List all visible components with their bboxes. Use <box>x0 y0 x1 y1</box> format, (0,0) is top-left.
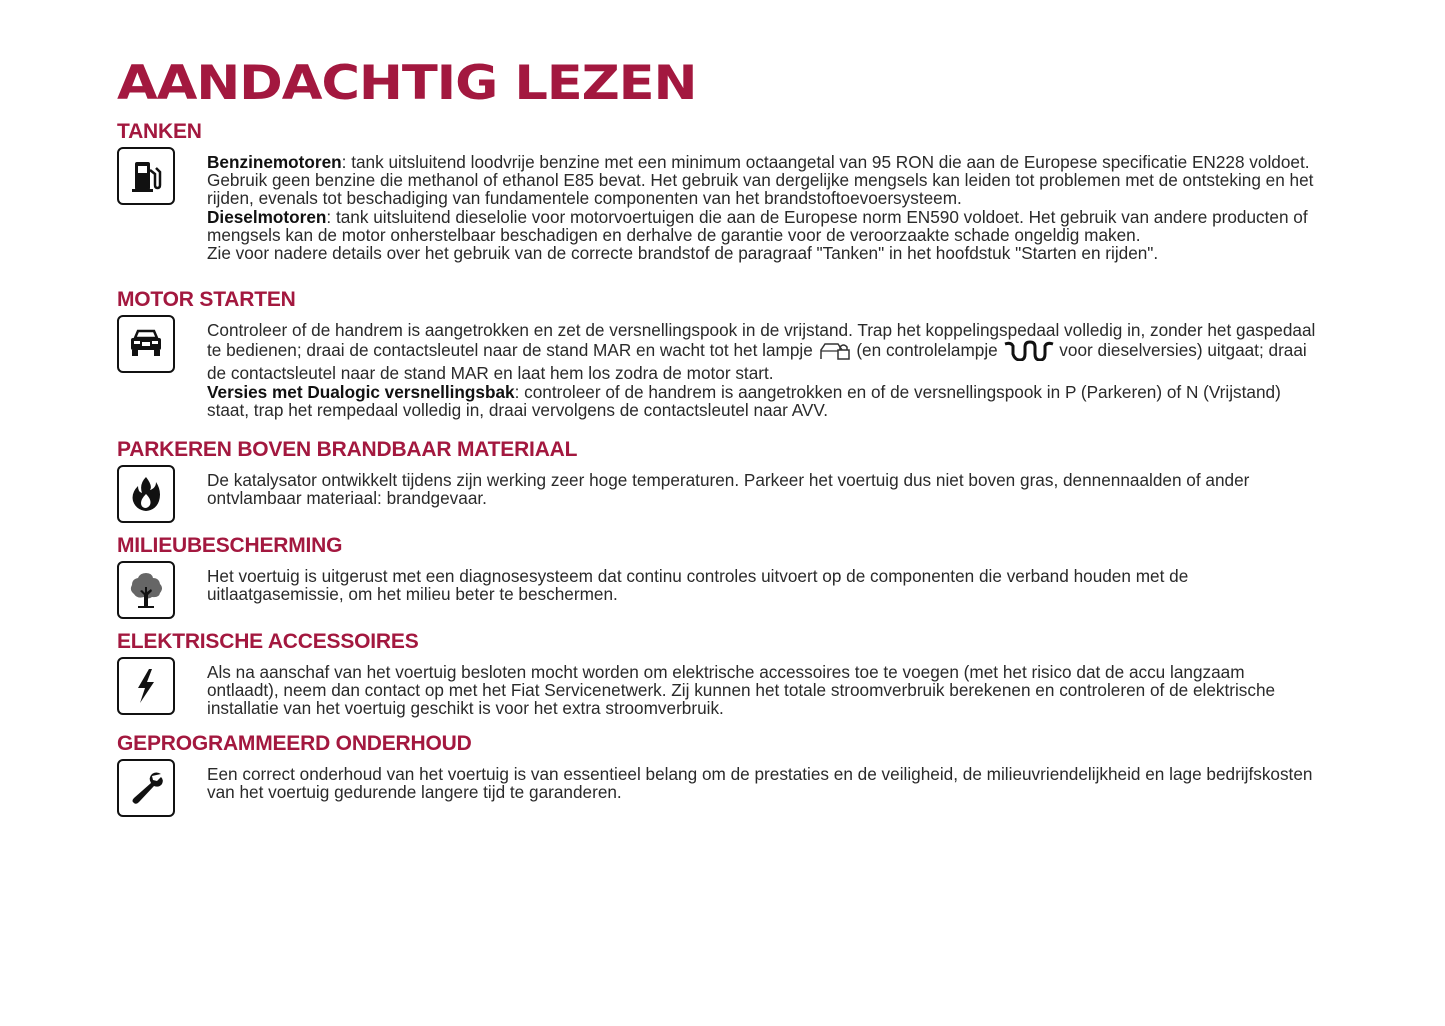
section-elektrische-accessoires <box>117 630 1317 718</box>
lightning-icon <box>117 657 175 715</box>
motor-start-text-b: (en controlelampje <box>856 340 998 361</box>
fuel-reference-text: Zie voor nadere details over het gebruik van de correcte brandstof de paragraaf "Tanken" in het hoofdstuk "Starten en rijden". <box>207 243 1159 264</box>
glow-plug-icon <box>1003 339 1055 364</box>
car-front-icon <box>117 315 175 373</box>
section-heading: GEPROGRAMMEERD ONDERHOUD <box>117 732 472 755</box>
diesel-text: : tank uitsluitend dieselolie voor motorvoertuigen die aan de Europese norm EN590 voldoet. Het gebruik van andere producten of mengsels kan de motor onherstelbaar beschadigen en derhalve de garantie voor de veroorzaakte schade ongeldig maken. <box>207 206 1308 245</box>
dualogic-label: Versies met Dualogic versnellingsbak <box>207 381 515 402</box>
wrench-icon <box>117 759 175 817</box>
section-heading: ELEKTRISCHE ACCESSOIRES <box>117 630 419 653</box>
elektrisch-text: Als na aanschaf van het voertuig besloten mocht worden om elektrische accessoires toe te voegen (met het risico dat de accu langzaam ontlaadt), neem dan contact op met het Fiat Servicenetwerk. Zij kunnen het totale stroomverbruik berekenen en controleren of de elektrische installatie van het voertuig geschikt is voor het extra stroomverbruik. <box>207 662 1276 719</box>
immobilizer-warning-icon <box>818 339 852 364</box>
section-heading: MOTOR STARTEN <box>117 288 296 311</box>
dualogic-text: : controleer of de handrem is aangetrokken en of de versnellingspook in P (Parkeren) of N (Vrijstand) staat, trap het rempedaal volledig in, draai vervolgens de contactsleutel naar AVV. <box>207 381 1281 420</box>
section-heading: TANKEN <box>117 120 202 143</box>
fuel-pump-icon <box>117 147 175 205</box>
benzine-label: Benzinemotoren <box>207 152 342 172</box>
section-tanken <box>117 120 1317 262</box>
section-motor-starten <box>117 288 1317 419</box>
motor-start-text-a: Controleer of de handrem is aangetrokken en zet de versnellingspook in de vrijstand. Trap het koppelingspedaal volledig in, zonder het gaspedaal te bedienen; draai de contactsleutel naar de stand MAR en wacht tot het lampje <box>207 320 1316 361</box>
tree-icon <box>117 561 175 619</box>
milieu-text: Het voertuig is uitgerust met een diagnosesysteem dat continu controles uitvoert op de componenten die verband houden met de uitlaatgasemissie, om het milieu beter te beschermen. <box>207 566 1189 605</box>
benzine-text: : tank uitsluitend loodvrije benzine met een minimum octaangetal van 95 RON die aan de Europese specificatie EN228 voldoet. Gebruik geen benzine die methanol of ethanol E85 bevat. Het gebruik van dergelijke mengsels kan leiden tot problemen met de ontsteking en het rijden, evenals tot beschadiging van fundamentele componenten van het brandstoftoevoersysteem. <box>207 152 1314 209</box>
onderhoud-text: Een correct onderhoud van het voertuig is van essentieel belang om de prestaties en de veiligheid, de milieuvriendelijkheid en lage bedrijfskosten van het voertuig gedurende langere tijd te garanderen. <box>207 764 1313 803</box>
flame-icon <box>117 465 175 523</box>
section-milieubescherming <box>117 534 1317 603</box>
section-heading: PARKEREN BOVEN BRANDBAAR MATERIAAL <box>117 438 578 461</box>
diesel-label: Dieselmotoren <box>207 206 327 227</box>
motor-start-text-c: voor dieselversies) uitgaat; draai de contactsleutel naar de stand MAR en laat hem los zodra de motor start. <box>207 340 1307 384</box>
section-parkeren <box>117 438 1317 507</box>
page-title: AANDACHTIG LEZEN <box>117 56 697 111</box>
section-geprogrammeerd-onderhoud <box>117 732 1317 801</box>
parkeren-text: De katalysator ontwikkelt tijdens zijn werking zeer hoge temperaturen. Parkeer het voertuig dus niet boven gras, dennennaalden of ander ontvlambaar materiaal: brandgevaar. <box>207 470 1250 509</box>
section-heading: MILIEUBESCHERMING <box>117 534 343 557</box>
